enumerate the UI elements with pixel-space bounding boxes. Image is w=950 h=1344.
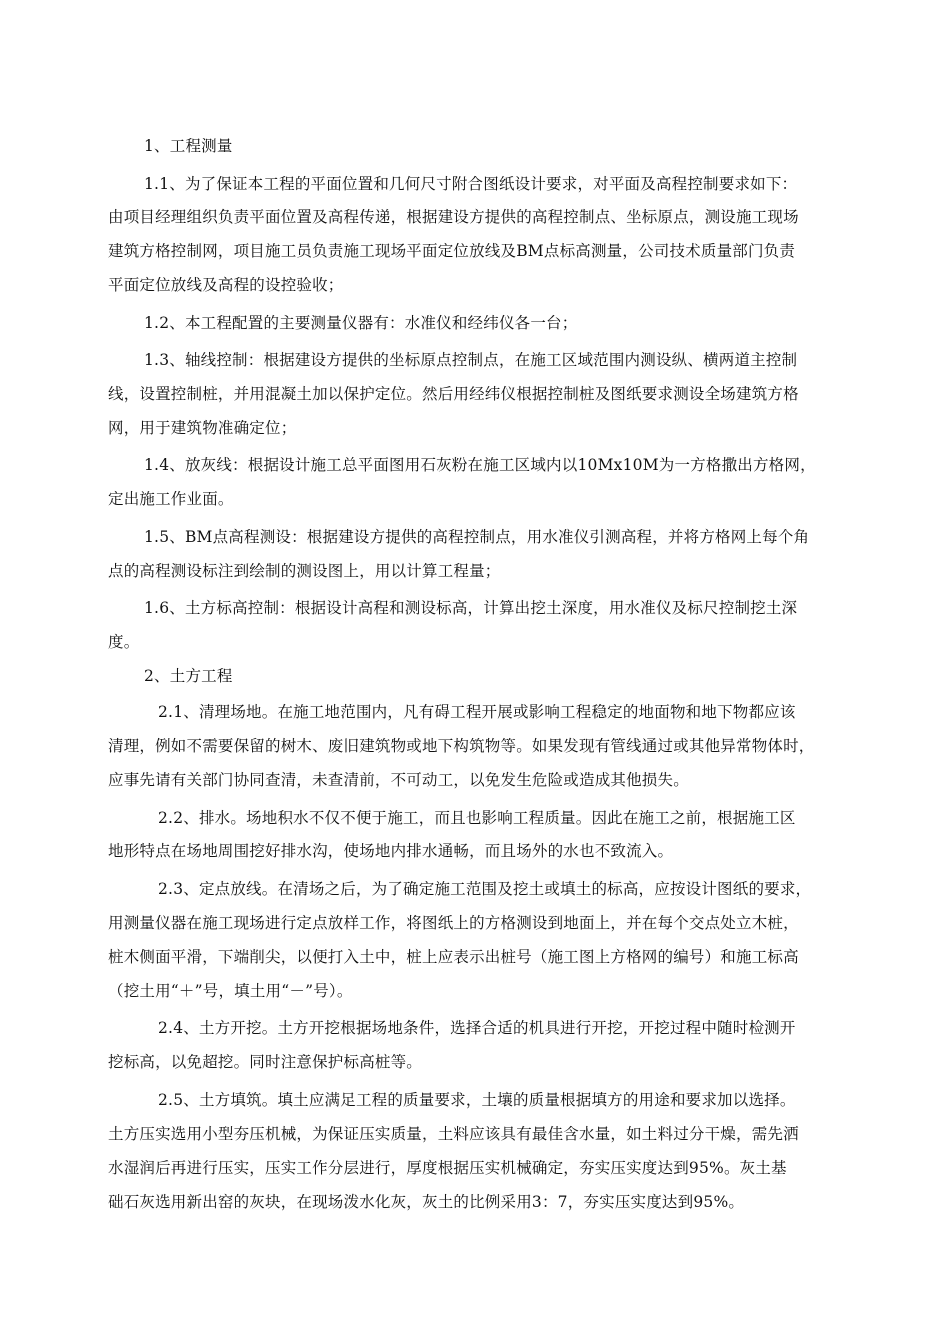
paragraph-1-1-line-2: 由项目经理组织负责平面位置及高程传递，根据建设方提供的高程控制点、坐标原点，测设施工现场: [108, 208, 799, 226]
paragraph-2-5-line-2: 土方压实选用小型夯压机械，为保证压实质量，土料应该具有最佳含水量，如土料过分干燥，需先洒: [108, 1125, 799, 1143]
paragraph-1-1-line-3: 建筑方格控制网，项目施工员负责施工现场平面定位放线及BM点标高测量，公司技术质量部门负责: [108, 242, 796, 260]
paragraph-1-1-line-1: 1.1、为了保证本工程的平面位置和几何尺寸附合图纸设计要求，对平面及高程控制要求如下：: [144, 175, 798, 193]
paragraph-1-2-line-1: 1.2、本工程配置的主要测量仪器有：水准仪和经纬仪各一台；: [144, 314, 578, 332]
section-heading-earthwork: 2、土方工程: [144, 667, 233, 685]
paragraph-1-5-line-1: 1.5、BM点高程测设：根据建设方提供的高程控制点，用水准仪引测高程，并将方格网上每个角: [144, 528, 810, 546]
paragraph-1-3-line-3: 网，用于建筑物准确定位；: [108, 419, 297, 437]
paragraph-2-5-line-1: 2.5、土方填筑。填土应满足工程的质量要求，土壤的质量根据填方的用途和要求加以选择。: [158, 1091, 796, 1109]
paragraph-2-3-line-4: （挖土用“＋”号，填土用“－”号）。: [108, 982, 353, 1000]
paragraph-2-1-line-3: 应事先请有关部门协同查清，未查清前，不可动工，以免发生危险或造成其他损失。: [108, 771, 689, 789]
paragraph-2-1-line-2: 清理，例如不需要保留的树木、废旧建筑物或地下构筑物等。如果发现有管线通过或其他异常物体时，: [108, 737, 815, 755]
paragraph-2-4-line-2: 挖标高，以免超挖。同时注意保护标高桩等。: [108, 1053, 423, 1071]
paragraph-2-5-line-4: 础石灰选用新出窑的灰块，在现场泼水化灰，灰土的比例采用3：7，夯实压实度达到95%。: [108, 1193, 745, 1211]
paragraph-1-1-line-4: 平面定位放线及高程的设控验收；: [108, 276, 344, 294]
paragraph-2-3-line-1: 2.3、定点放线。在清场之后，为了确定施工范围及挖土或填土的标高，应按设计图纸的要求，: [158, 880, 812, 898]
paragraph-1-5-line-2: 点的高程测设标注到绘制的测设图上，用以计算工程量；: [108, 562, 501, 580]
paragraph-2-4-line-1: 2.4、土方开挖。土方开挖根据场地条件，选择合适的机具进行开挖，开挖过程中随时检测开: [158, 1019, 796, 1037]
paragraph-2-3-line-3: 桩木侧面平滑，下端削尖，以便打入土中，桩上应表示出桩号（施工图上方格网的编号）和施工标高: [108, 948, 799, 966]
paragraph-1-4-line-1: 1.4、放灰线：根据设计施工总平面图用石灰粉在施工区域内以10Mx10M为一方格撒出方格网，: [144, 456, 816, 474]
section-heading-survey: 1、工程测量: [144, 137, 233, 155]
paragraph-1-4-line-2: 定出施工作业面。: [108, 490, 234, 508]
paragraph-2-5-line-3: 水湿润后再进行压实，压实工作分层进行，厚度根据压实机械确定，夯实压实度达到95%。灰土基: [108, 1159, 787, 1177]
paragraph-1-3-line-1: 1.3、轴线控制：根据建设方提供的坐标原点控制点，在施工区域范围内测设纵、横两道主控制: [144, 351, 798, 369]
paragraph-2-1-line-1: 2.1、清理场地。在施工地范围内，凡有碍工程开展或影响工程稳定的地面物和地下物都应该: [158, 703, 796, 721]
paragraph-2-3-line-2: 用测量仪器在施工现场进行定点放样工作，将图纸上的方格测设到地面上，并在每个交点处立木桩，: [108, 914, 799, 932]
paragraph-1-3-line-2: 线，设置控制桩，并用混凝土加以保护定位。然后用经纬仪根据控制桩及图纸要求测设全场建筑方格: [108, 385, 799, 403]
paragraph-1-6-line-2: 度。: [108, 633, 140, 651]
paragraph-1-6-line-1: 1.6、土方标高控制：根据设计高程和测设标高，计算出挖土深度，用水准仪及标尺控制挖土深: [144, 599, 798, 617]
paragraph-2-2-line-1: 2.2、排水。场地积水不仅不便于施工，而且也影响工程质量。因此在施工之前，根据施工区: [158, 809, 796, 827]
paragraph-2-2-line-2: 地形特点在场地周围挖好排水沟，使场地内排水通畅，而且场外的水也不致流入。: [108, 842, 674, 860]
